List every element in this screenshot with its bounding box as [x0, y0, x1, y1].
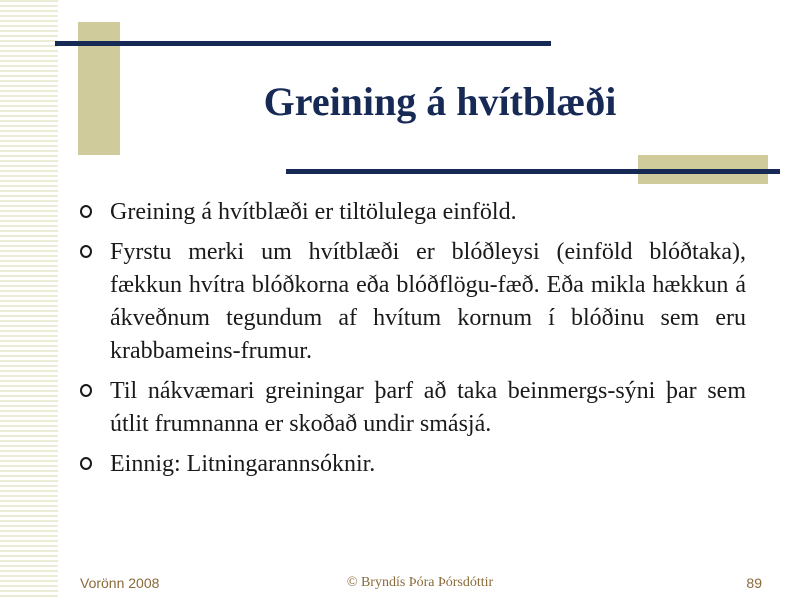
- hollow-circle-icon: [80, 384, 92, 397]
- bullet-text: Til nákvæmari greiningar þarf að taka beinmergs-sýni þar sem útlit frumnanna er skoðað undir smásjá.: [110, 378, 746, 437]
- footer-author: © Bryndís Þóra Þórsdóttir: [346, 575, 494, 590]
- bullet-text: Fyrstu merki um hvítblæði er blóðleysi (einföld blóðtaka), fækkun hvítra blóðkorna eða blóðflögu-fæð. Eða mikla hækkun á ákveðnum tegundum af hvítum kornum í blóðinu sem eru krabbameins-frumur.: [110, 239, 746, 364]
- bullet-text: Greining á hvítblæði er tiltölulega einföld.: [110, 199, 517, 225]
- bullet-item: [78, 375, 746, 441]
- decorative-line-right: [286, 169, 780, 174]
- hollow-circle-icon: [80, 457, 92, 470]
- bullet-text: Einnig: Litningarannsóknir.: [110, 451, 376, 477]
- slide-title: Greining á hvítblæði: [263, 79, 617, 124]
- decorative-line-top: [55, 41, 551, 46]
- hollow-circle-icon: [80, 205, 92, 218]
- footer-page-number: 89: [746, 575, 762, 591]
- bullet-item: [78, 236, 746, 368]
- bullet-item: [78, 196, 746, 229]
- bullet-item: [78, 448, 746, 481]
- footer-term: Vorönn 2008: [80, 575, 160, 591]
- hollow-circle-icon: [80, 245, 92, 258]
- decorative-stripes: [0, 0, 58, 600]
- bullet-list: [78, 196, 746, 488]
